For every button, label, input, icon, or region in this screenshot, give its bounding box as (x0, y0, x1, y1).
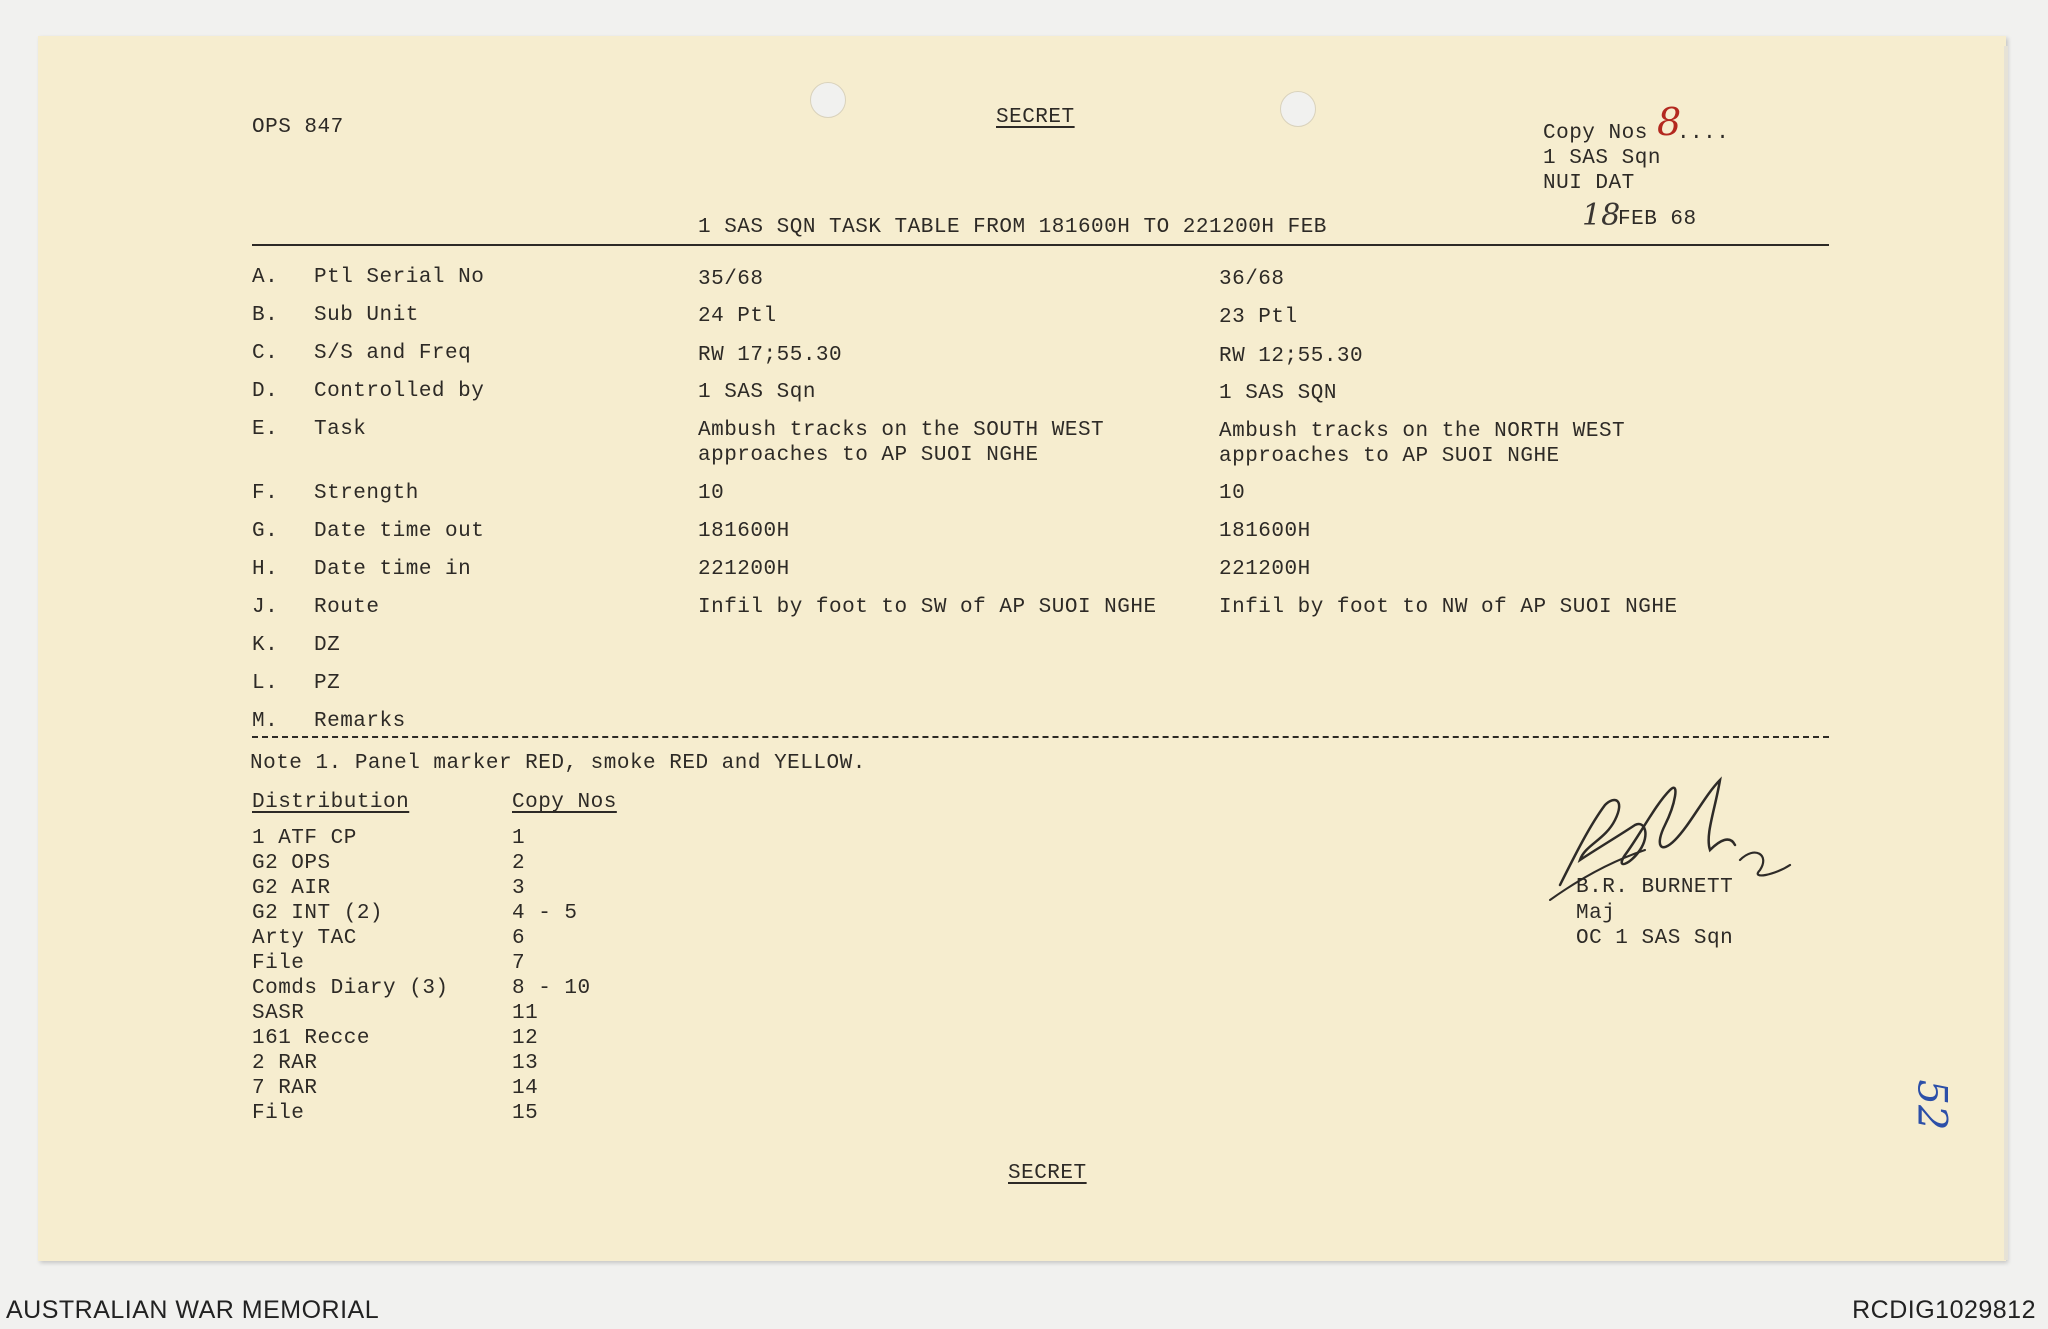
distribution-copies: 15 (512, 1102, 539, 1125)
row-label: Controlled by (314, 380, 485, 403)
row-col2: 221200H (1219, 558, 1311, 581)
row-key: G. (252, 520, 279, 543)
row-col1: 1 SAS Sqn (698, 381, 816, 404)
classification-bottom: SECRET (1008, 1162, 1087, 1185)
signatory-appointment: OC 1 SAS Sqn (1576, 927, 1734, 950)
handwritten-date-day: 18 (1582, 198, 1621, 233)
row-key: M. (252, 710, 279, 733)
row-col2: RW 12;55.30 (1219, 345, 1364, 368)
distribution-name: 1 ATF CP (252, 827, 357, 850)
issuer-location: NUI DAT (1543, 172, 1635, 195)
distribution-name: G2 AIR (252, 877, 331, 900)
archive-footer-right: RCDIG1029812 (1852, 1296, 2036, 1324)
row-col2: 36/68 (1219, 268, 1285, 291)
row-label: DZ (314, 634, 341, 657)
signatory-name: B.R. BURNETT (1576, 876, 1734, 899)
copy-nos-label (1543, 122, 1729, 145)
row-key: C. (252, 342, 279, 365)
row-key: E. (252, 418, 279, 441)
row-col2: Infil by foot to NW of AP SUOI NGHE (1219, 596, 1678, 619)
distribution-copies: 14 (512, 1077, 539, 1100)
note-text: Note 1. Panel marker RED, smoke RED and YELLOW. (250, 752, 866, 775)
row-label: PZ (314, 672, 341, 695)
table-bottom-rule (252, 736, 1829, 738)
distribution-name: 161 Recce (252, 1027, 370, 1050)
distribution-name: 2 RAR (252, 1052, 318, 1075)
distribution-name: 7 RAR (252, 1077, 318, 1100)
distribution-header: Distribution (252, 791, 410, 814)
distribution-copies: 3 (512, 877, 526, 900)
row-key: K. (252, 634, 279, 657)
row-label: Sub Unit (314, 304, 419, 327)
distribution-copies: 2 (512, 852, 526, 875)
handwritten-copy-number: 8 (1657, 100, 1682, 144)
distribution-copies: 7 (512, 952, 526, 975)
distribution-name: G2 INT (2) (252, 902, 384, 925)
row-key: F. (252, 482, 279, 505)
copy-nos-dots: .... (1676, 122, 1730, 145)
row-col1: 35/68 (698, 268, 764, 291)
distribution-name: File (252, 952, 305, 975)
row-label: Task (314, 418, 367, 441)
row-label: Strength (314, 482, 419, 505)
handwritten-page-number: 52 (1908, 1079, 1955, 1131)
distribution-copies: 12 (512, 1027, 539, 1050)
row-label: Route (314, 596, 380, 619)
row-label: Remarks (314, 710, 406, 733)
distribution-name: SASR (252, 1002, 305, 1025)
distribution-copies: 11 (512, 1002, 539, 1025)
row-col1: RW 17;55.30 (698, 344, 843, 367)
row-key: D. (252, 380, 279, 403)
row-col2: 10 (1219, 482, 1246, 505)
distribution-name: G2 OPS (252, 852, 331, 875)
row-label: Date time in (314, 558, 472, 581)
row-col1: Ambush tracks on the SOUTH WEST (698, 419, 1105, 442)
row-col2: 23 Ptl (1219, 306, 1298, 329)
row-key: A. (252, 266, 279, 289)
row-col2: 1 SAS SQN (1219, 382, 1337, 405)
row-label: Ptl Serial No (314, 266, 485, 289)
issuer-unit: 1 SAS Sqn (1543, 147, 1661, 170)
distribution-copies: 4 - 5 (512, 902, 578, 925)
date-typed: FEB 68 (1618, 208, 1697, 231)
copy-nos-text: Copy Nos (1543, 122, 1648, 145)
archive-footer-left: AUSTRALIAN WAR MEMORIAL (6, 1296, 380, 1324)
row-col2: Ambush tracks on the NORTH WEST (1219, 420, 1626, 443)
row-label: Date time out (314, 520, 485, 543)
row-col1: Infil by foot to SW of AP SUOI NGHE (698, 596, 1157, 619)
punch-hole (810, 82, 846, 118)
distribution-copies: 13 (512, 1052, 539, 1075)
row-col1: 10 (698, 482, 725, 505)
row-key: H. (252, 558, 279, 581)
sheet-edge (2004, 46, 2008, 1260)
row-col2-line2: approaches to AP SUOI NGHE (1219, 445, 1560, 468)
row-col1-line2: approaches to AP SUOI NGHE (698, 444, 1039, 467)
copy-nos-header: Copy Nos (512, 791, 617, 814)
row-col2: 181600H (1219, 520, 1311, 543)
classification-top: SECRET (996, 106, 1075, 129)
document-reference: OPS 847 (252, 116, 344, 139)
row-label: S/S and Freq (314, 342, 472, 365)
row-col1: 221200H (698, 558, 790, 581)
distribution-copies: 1 (512, 827, 526, 850)
distribution-name: Arty TAC (252, 927, 357, 950)
punch-hole (1280, 91, 1316, 127)
row-col1: 24 Ptl (698, 305, 777, 328)
distribution-copies: 6 (512, 927, 526, 950)
row-key: L. (252, 672, 279, 695)
table-top-rule (252, 244, 1829, 246)
signatory-rank: Maj (1576, 902, 1616, 925)
row-key: B. (252, 304, 279, 327)
table-title: 1 SAS SQN TASK TABLE FROM 181600H TO 221200H FEB (698, 216, 1327, 239)
distribution-name: File (252, 1102, 305, 1125)
distribution-name: Comds Diary (3) (252, 977, 449, 1000)
row-key: J. (252, 596, 279, 619)
distribution-copies: 8 - 10 (512, 977, 591, 1000)
row-col1: 181600H (698, 520, 790, 543)
